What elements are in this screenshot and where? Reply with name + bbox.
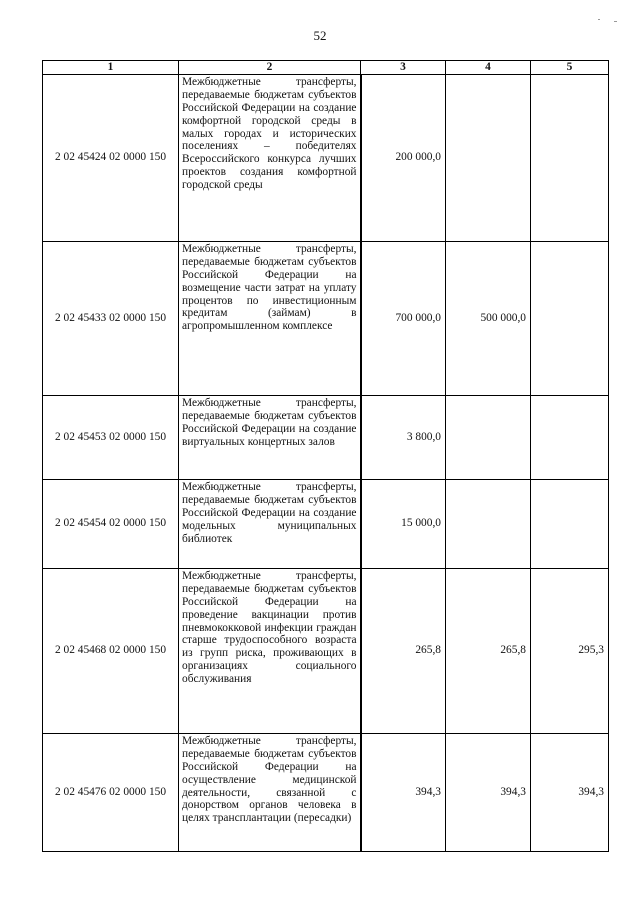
table-row [43, 241, 609, 395]
amount-col3: 700 000,0 [361, 241, 446, 395]
amount-col3: 200 000,0 [361, 74, 446, 241]
transfer-name: Межбюджетные трансферты, передаваемые бюджетам субъектов Российской Федерации на создание модельных муниципальных библиотек [179, 479, 361, 568]
budget-code: 2 02 45453 02 0000 150 [43, 395, 179, 479]
amount-col5: 295,3 [531, 568, 609, 733]
amount-col5: 394,3 [531, 733, 609, 851]
column-header-5: 5 [531, 61, 609, 75]
amount-col4 [446, 395, 531, 479]
amount-col4: 394,3 [446, 733, 531, 851]
amount-col3: 265,8 [361, 568, 446, 733]
budget-code: 2 02 45424 02 0000 150 [43, 74, 179, 241]
table-row [43, 568, 609, 733]
amount-col4 [446, 74, 531, 241]
table-header-row [43, 61, 609, 75]
column-header-1: 1 [43, 61, 179, 75]
transfer-name: Межбюджетные трансферты, передаваемые бюджетам субъектов Российской Федерации на осуществление медицинской деятельности, связанной с донорством органов человека в целях трансплантации (пересадки) [179, 733, 361, 851]
budget-code: 2 02 45454 02 0000 150 [43, 479, 179, 568]
amount-col5 [531, 74, 609, 241]
transfer-name: Межбюджетные трансферты, передаваемые бюджетам субъектов Российской Федерации на создание виртуальных концертных залов [179, 395, 361, 479]
table-row [43, 733, 609, 851]
column-header-4: 4 [446, 61, 531, 75]
budget-code: 2 02 45476 02 0000 150 [43, 733, 179, 851]
budget-code: 2 02 45468 02 0000 150 [43, 568, 179, 733]
scan-speck [614, 21, 617, 22]
transfer-name: Межбюджетные трансферты, передаваемые бюджетам субъектов Российской Федерации на проведение вакцинации против пневмококковой инфекции граждан старше трудоспособного возраста из групп риска, проживающих в организациях социального обслуживания [179, 568, 361, 733]
scan-speck [598, 19, 600, 20]
transfer-name: Межбюджетные трансферты, передаваемые бюджетам субъектов Российской Федерации на возмещение части затрат на уплату процентов по инвестиционным кредитам (займам) в агропромышленном комплексе [179, 241, 361, 395]
table-row [43, 74, 609, 241]
amount-col5 [531, 479, 609, 568]
amount-col4: 500 000,0 [446, 241, 531, 395]
amount-col3: 394,3 [361, 733, 446, 851]
column-header-3: 3 [361, 61, 446, 75]
transfer-name: Межбюджетные трансферты, передаваемые бюджетам субъектов Российской Федерации на создание комфортной городской среды в малых городах и исторических поселениях – победителях Всероссийского конкурса лучших проектов создания комфортной городской среды [179, 74, 361, 241]
amount-col5 [531, 241, 609, 395]
page-number: 52 [313, 28, 327, 43]
amount-col3: 3 800,0 [361, 395, 446, 479]
column-header-2: 2 [179, 61, 361, 75]
amount-col5 [531, 395, 609, 479]
budget-table [42, 60, 609, 852]
table-row [43, 395, 609, 479]
table-row [43, 479, 609, 568]
budget-code: 2 02 45433 02 0000 150 [43, 241, 179, 395]
amount-col3: 15 000,0 [361, 479, 446, 568]
amount-col4 [446, 479, 531, 568]
amount-col4: 265,8 [446, 568, 531, 733]
